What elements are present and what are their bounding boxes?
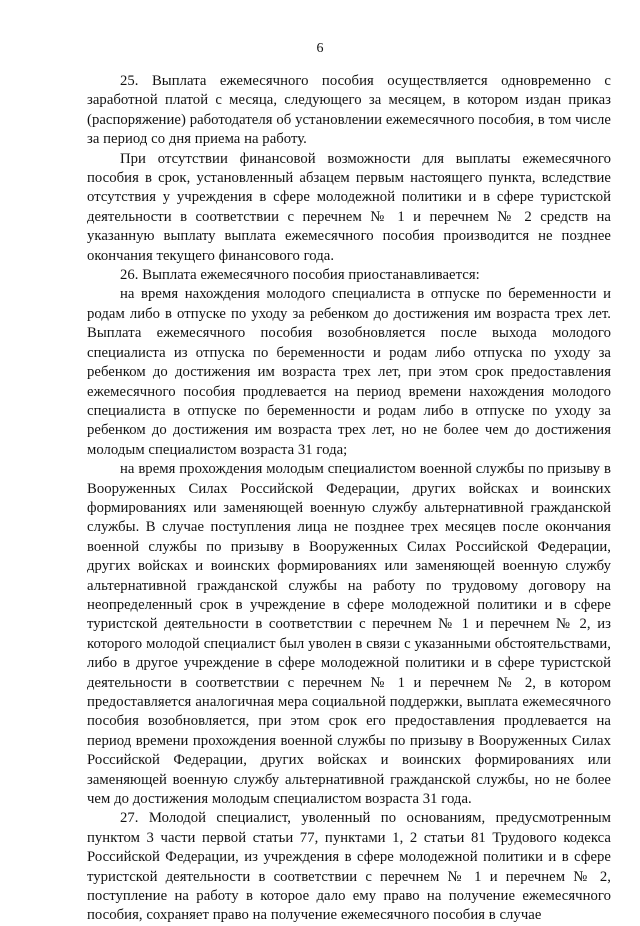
paragraph-26-military-service: на время прохождения молодым специалистом военной службы по призыву в Вооруженных Силах Российской Федерации, других войсках и воинских формированиях или заменяющей военную службу альтернативной гражданской службы. В случае поступления лица не позднее трех месяцев после окончания военной службы по призыву в Вооруженных Силах Российской Федерации, других войсках и воинских формированиях или заменяющей военную службу альтернативной гражданской службы на работу по трудовому договору на неопределенный срок в учреждение в сфере молодежной политики и в сфере туристской деятельности в соответствии с перечнем № 1 и перечнем № 2, из которого молодой специалист был уволен в связи с указанными обстоятельствами, либо в другое учреждение в сфере молодежной политики и в сфере туристской деятельности в соответствии с перечнем № 1 и перечнем № 2, в котором предоставляется аналогичная мера социальной поддержки, выплата ежемесячного пособия возобновляется, при этом срок его предоставления продлевается на период времени прохождения военной службы по призыву в Вооруженных Силах Российской Федерации, других войсках и воинских формированиях или заменяющей военную службу альтернативной гражданской службы, но не более чем до достижения молодым специалистом возраста 31 года. (87, 461, 611, 808)
paragraph-27: 27. Молодой специалист, уволенный по основаниям, предусмотренным пунктом 3 части первой статьи 77, пунктами 1, 2 статьи 81 Трудового кодекса Российской Федерации, из учреждения в сфере молодежной политики и в сфере туристской деятельности в соответствии с перечнем № 1 и перечнем № 2, поступление на работу в которое дало ему право на получение ежемесячного пособия, сохраняет право на получение ежемесячного пособия в случае (87, 810, 611, 924)
paragraph-26-maternity-leave: на время нахождения молодого специалиста в отпуске по беременности и родам либо в отпуске по уходу за ребенком до достижения им возраста трех лет. Выплата ежемесячного пособия возобновляется после выхода молодого специалиста из отпуска по беременности и родам либо отпуска по уходу за ребенком до достижения им возраста трех лет, при этом срок предоставления ежемесячного пособия продлевается на период времени нахождения молодого специалиста в отпуске по беременности и родам либо в отпуске по уходу за ребенком до достижения им возраста трех лет, но не более чем до достижения молодым специалистом возраста 31 года; (87, 286, 611, 458)
document-body (87, 72, 611, 926)
paragraph-25-insufficient-funds: При отсутствии финансовой возможности для выплаты ежемесячного пособия в срок, установленный абзацем первым настоящего пункта, вследствие отсутствия у учреждения в сфере молодежной политики и в сфере туристской деятельности в соответствии с перечнем № 1 и перечнем № 2 средств на указанную выплату выплата ежемесячного пособия производится не позднее окончания текущего финансового года. (87, 150, 611, 264)
page-number: 6 (316, 41, 324, 56)
paragraph-25: 25. Выплата ежемесячного пособия осуществляется одновременно с заработной платой с месяца, следующего за месяцем, в котором издан приказ (распоряжение) работодателя об установлении ежемесячного пособия, в том числе за период со дня приема на работу. (87, 73, 611, 148)
paragraph-26: 26. Выплата ежемесячного пособия приостанавливается: (120, 267, 480, 284)
